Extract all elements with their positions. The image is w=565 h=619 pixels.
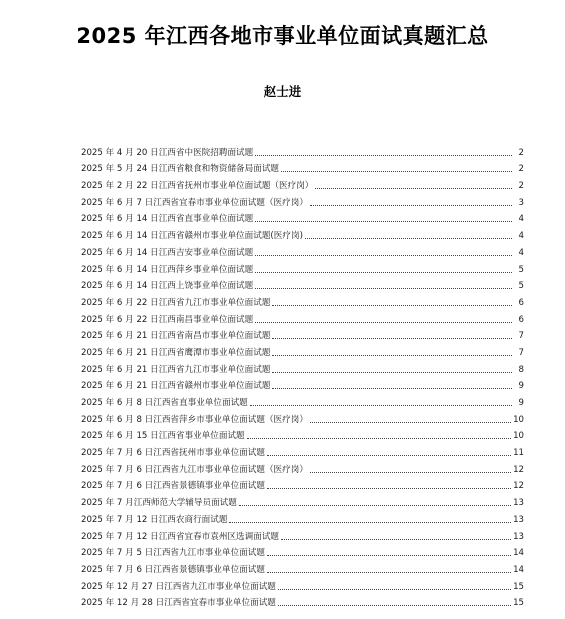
toc-entry-page-number: 3 xyxy=(518,197,524,208)
toc-dot-leader xyxy=(255,255,512,256)
toc-entry-page-number: 2 xyxy=(518,164,524,175)
toc-entry[interactable] xyxy=(81,174,524,191)
toc-entry-label: 2025 年 7 月 12 日江西省宜春市袁州区选调面试题 xyxy=(81,531,280,542)
toc-entry-page-number: 15 xyxy=(513,598,524,609)
toc-entry-label: 2025 年 7 月 6 日江西省抚州市事业单位面试题 xyxy=(81,448,265,459)
toc-dot-leader xyxy=(255,288,512,289)
toc-entry[interactable] xyxy=(81,391,524,408)
toc-entry-page-number: 10 xyxy=(513,431,524,442)
toc-entry-label: 2025 年 7 月江西师范大学辅导员面试题 xyxy=(81,498,237,509)
toc-entry-page-number: 4 xyxy=(518,247,524,258)
toc-entry[interactable] xyxy=(81,425,524,442)
toc-entry[interactable] xyxy=(81,341,524,358)
toc-entry[interactable] xyxy=(81,441,524,458)
toc-entry-page-number: 9 xyxy=(518,381,524,392)
toc-dot-leader xyxy=(310,472,511,473)
toc-dot-leader xyxy=(272,338,512,339)
toc-entry-label: 2025 年 6 月 14 日江西萍乡事业单位面试题 xyxy=(81,264,254,275)
toc-entry-page-number: 5 xyxy=(518,281,524,292)
toc-dot-leader xyxy=(278,605,511,606)
toc-entry[interactable] xyxy=(81,291,524,308)
toc-dot-leader xyxy=(305,238,512,239)
toc-dot-leader xyxy=(310,205,512,206)
toc-dot-leader xyxy=(267,455,511,456)
toc-entry[interactable] xyxy=(81,475,524,492)
toc-entry-page-number: 6 xyxy=(518,314,524,325)
toc-dot-leader xyxy=(281,171,512,172)
toc-entry[interactable] xyxy=(81,558,524,575)
toc-dot-leader xyxy=(272,388,512,389)
toc-entry-page-number: 13 xyxy=(513,498,524,509)
toc-entry-page-number: 15 xyxy=(513,581,524,592)
toc-entry-page-number: 11 xyxy=(513,448,524,459)
toc-entry-page-number: 7 xyxy=(518,347,524,358)
toc-entry-page-number: 14 xyxy=(513,564,524,575)
toc-dot-leader xyxy=(272,305,512,306)
toc-dot-leader xyxy=(272,372,512,373)
toc-entry[interactable] xyxy=(81,458,524,475)
toc-entry[interactable] xyxy=(81,408,524,425)
toc-entry-label: 2025 年 6 月 14 日江西上饶事业单位面试题 xyxy=(81,281,254,292)
toc-entry-label: 2025 年 6 月 7 日江西省宜春市事业单位面试题（医疗岗） xyxy=(81,197,308,208)
toc-dot-leader xyxy=(239,505,511,506)
toc-entry-label: 2025 年 7 月 5 日江西省九江市事业单位面试题 xyxy=(81,548,265,559)
toc-entry[interactable] xyxy=(81,158,524,175)
toc-entry-page-number: 8 xyxy=(518,364,524,375)
toc-dot-leader xyxy=(267,572,511,573)
toc-entry-page-number: 13 xyxy=(513,531,524,542)
toc-entry[interactable] xyxy=(81,592,524,609)
toc-dot-leader xyxy=(272,355,512,356)
toc-dot-leader xyxy=(278,589,511,590)
toc-entry-page-number: 4 xyxy=(518,214,524,225)
toc-dot-leader xyxy=(310,422,511,423)
toc-entry-page-number: 4 xyxy=(518,231,524,242)
table-of-contents xyxy=(81,141,524,608)
toc-dot-leader xyxy=(281,539,511,540)
toc-entry-label: 2025 年 6 月 14 日江西省直事业单位面试题 xyxy=(81,214,254,225)
toc-dot-leader xyxy=(255,322,512,323)
toc-entry[interactable] xyxy=(81,491,524,508)
toc-entry[interactable] xyxy=(81,325,524,342)
toc-entry[interactable] xyxy=(81,308,524,325)
toc-entry-page-number: 6 xyxy=(518,297,524,308)
toc-dot-leader xyxy=(267,555,511,556)
document-title: 2025 年江西各地市事业单位面试真题汇总 xyxy=(76,24,489,48)
toc-entry-label: 2025 年 6 月 15 日江西省事业单位面试题 xyxy=(81,431,245,442)
toc-entry-label: 2025 年 6 月 8 日江西省萍乡市事业单位面试题（医疗岗） xyxy=(81,414,308,425)
toc-dot-leader xyxy=(229,522,511,523)
toc-entry-label: 2025 年 6 月 21 日江西省鹰潭市事业单位面试题 xyxy=(81,347,271,358)
toc-entry[interactable] xyxy=(81,508,524,525)
toc-entry-label: 2025 年 6 月 22 日江西省九江市事业单位面试题 xyxy=(81,297,271,308)
toc-entry[interactable] xyxy=(81,375,524,392)
document-author: 赵士进 xyxy=(263,84,302,99)
toc-entry[interactable] xyxy=(81,224,524,241)
toc-entry-label: 2025 年 7 月 6 日江西省九江市事业单位面试题（医疗岗） xyxy=(81,464,308,475)
toc-entry-label: 2025 年 7 月 6 日江西省景德镇事业单位面试题 xyxy=(81,564,265,575)
toc-entry-label: 2025 年 7 月 6 日江西省景德镇事业单位面试题 xyxy=(81,481,265,492)
toc-dot-leader xyxy=(255,221,512,222)
toc-entry-label: 2025 年 6 月 14 日江西吉安事业单位面试题 xyxy=(81,247,254,258)
toc-entry-label: 2025 年 7 月 12 日江西农商行面试题 xyxy=(81,514,228,525)
toc-entry[interactable] xyxy=(81,208,524,225)
toc-entry-label: 2025 年 6 月 22 日江西南昌事业单位面试题 xyxy=(81,314,254,325)
toc-entry[interactable] xyxy=(81,525,524,542)
toc-entry-label: 2025 年 6 月 21 日江西省南昌市事业单位面试题 xyxy=(81,331,271,342)
toc-entry-label: 2025 年 6 月 8 日江西省直事业单位面试题 xyxy=(81,398,248,408)
toc-entry-page-number: 13 xyxy=(513,514,524,525)
toc-entry[interactable] xyxy=(81,141,524,158)
toc-entry-label: 2025 年 2 月 22 日江西省抚州市事业单位面试题（医疗岗） xyxy=(81,181,314,192)
toc-entry[interactable] xyxy=(81,358,524,375)
toc-entry-page-number: 5 xyxy=(518,264,524,275)
toc-entry-label: 2025 年 12 月 27 日江西省九江市事业单位面试题 xyxy=(81,581,276,592)
toc-entry-page-number: 14 xyxy=(513,548,524,559)
toc-dot-leader xyxy=(247,438,511,439)
toc-entry-page-number: 9 xyxy=(518,398,524,408)
toc-entry[interactable] xyxy=(81,275,524,292)
toc-dot-leader xyxy=(255,155,512,156)
toc-dot-leader xyxy=(315,188,512,189)
toc-entry-page-number: 12 xyxy=(513,481,524,492)
toc-entry-label: 2025 年 6 月 21 日江西省赣州市事业单位面试题 xyxy=(81,381,271,392)
toc-entry-label: 2025 年 4 月 20 日江西省中医院招聘面试题 xyxy=(81,147,254,158)
toc-entry[interactable] xyxy=(81,575,524,592)
toc-entry[interactable] xyxy=(81,258,524,275)
toc-entry[interactable] xyxy=(81,191,524,208)
toc-dot-leader xyxy=(250,405,512,406)
toc-dot-leader xyxy=(267,488,511,489)
toc-entry-page-number: 2 xyxy=(518,147,524,158)
toc-dot-leader xyxy=(255,272,512,273)
toc-entry[interactable] xyxy=(81,241,524,258)
toc-entry-page-number: 7 xyxy=(518,331,524,342)
toc-entry-page-number: 12 xyxy=(513,464,524,475)
toc-entry-label: 2025 年 12 月 28 日江西省宜春市事业单位面试题 xyxy=(81,598,276,609)
toc-entry-label: 2025 年 6 月 14 日江西省赣州市事业单位面试题(医疗岗) xyxy=(81,231,303,242)
toc-entry-label: 2025 年 5 月 24 日江西省粮食和物资储备局面试题 xyxy=(81,164,280,175)
toc-entry-page-number: 10 xyxy=(513,414,524,425)
toc-entry-page-number: 2 xyxy=(518,181,524,192)
toc-entry[interactable] xyxy=(81,542,524,559)
toc-entry-label: 2025 年 6 月 21 日江西省九江市事业单位面试题 xyxy=(81,364,271,375)
